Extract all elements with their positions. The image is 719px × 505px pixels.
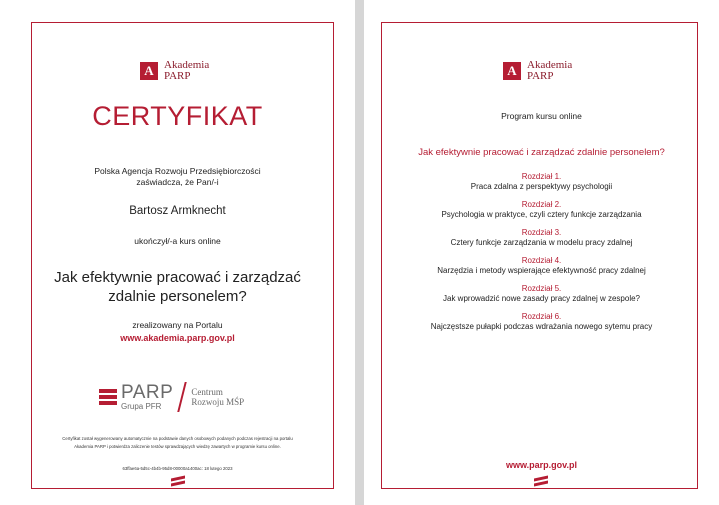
chapter-item [364, 284, 719, 304]
program-course-title: Jak efektywnie pracować i zarządzać zdalnie personelem? [418, 147, 665, 158]
chapter-label: Rozdział 6. [521, 312, 562, 321]
parp-mark-icon [99, 387, 117, 407]
chapter-text: Jak wprowadzić nowe zasady pracy zdalnej w zespole? [443, 294, 640, 303]
brand-line1: Akademia [164, 59, 210, 71]
chapter-label: Rozdział 1. [521, 172, 562, 181]
chapter-label: Rozdział 4. [521, 256, 562, 265]
fine-print-1: Certyfikat został wygenerowany automatycznie na podstawie danych osobowych podanych podczas rejestracji na portalu [62, 436, 293, 441]
chapter-item [364, 228, 719, 248]
akademia-parp-logo-program [503, 60, 572, 82]
brand-line2: PARP [164, 70, 191, 82]
fine-print-2: Akademia PARP i potwierdza zaliczenie testów sprawdzających wiedzę zawartych w programie kursu online. [74, 444, 281, 449]
chapter-label: Rozdział 5. [521, 284, 562, 293]
portal-url[interactable]: www.akademia.parp.gov.pl [120, 333, 235, 343]
completed-text: ukończył/-a kurs online [134, 236, 221, 246]
chapter-text: Cztery funkcje zarządzania w modelu pracy zdalnej [450, 238, 633, 247]
chapter-text: Narzędzia i metody wspierające efektywność pracy zdalnej [437, 266, 646, 275]
course-title-line2: zdalnie personelem? [108, 288, 247, 305]
akademia-parp-logo [140, 60, 209, 82]
chapter-text: Psychologia w praktyce, czyli cztery funkcje zarządzania [441, 210, 642, 219]
centrum-line1: Centrum [191, 387, 223, 397]
chapter-label: Rozdział 3. [521, 228, 562, 237]
chapter-text: Praca zdalna z perspektywy psychologii [470, 182, 613, 191]
logo-divider [178, 382, 187, 412]
footer-mark-icon [171, 476, 185, 488]
chapter-item [364, 256, 719, 276]
chapter-item [364, 312, 719, 332]
chapter-text: Najczęstsze pułapki podczas wdrażania nowego sytemu pracy [430, 322, 653, 331]
parp-logo [99, 382, 244, 412]
chapter-item [364, 200, 719, 220]
footer-mark-icon [534, 476, 548, 488]
certifies-text: zaświadcza, że Pan/-i [136, 177, 219, 187]
brand-line1: Akademia [527, 59, 573, 71]
brand-line2: PARP [527, 70, 554, 82]
parp-url[interactable]: www.parp.gov.pl [505, 460, 577, 470]
program-heading: Program kursu online [501, 111, 582, 121]
recipient-name: Bartosz Armknecht [129, 205, 226, 217]
issuer-name: Polska Agencja Rozwoju Przedsiębiorczości [94, 166, 261, 176]
akademia-logo-icon: A [503, 62, 521, 80]
akademia-logo-icon: A [140, 62, 158, 80]
chapter-label: Rozdział 2. [521, 200, 562, 209]
certificate-id: 63ffae6a-5d5c-4b4b-95d8-00000a1400ac: 18 lutego 2023 [122, 466, 233, 471]
certificate-title: CERTYFIKAT [92, 101, 263, 131]
course-title-line1: Jak efektywnie pracować i zarządzać [54, 269, 301, 286]
parp-wordmark: PARP [121, 382, 174, 403]
parp-group: Grupa PFR [121, 402, 162, 411]
certificate-page [0, 0, 355, 505]
chapter-item [364, 172, 719, 192]
centrum-line2: Rozwoju MŚP [191, 397, 245, 407]
certificate-border [31, 22, 334, 489]
realized-text: zrealizowany na Portalu [132, 320, 223, 330]
program-page [364, 0, 719, 505]
